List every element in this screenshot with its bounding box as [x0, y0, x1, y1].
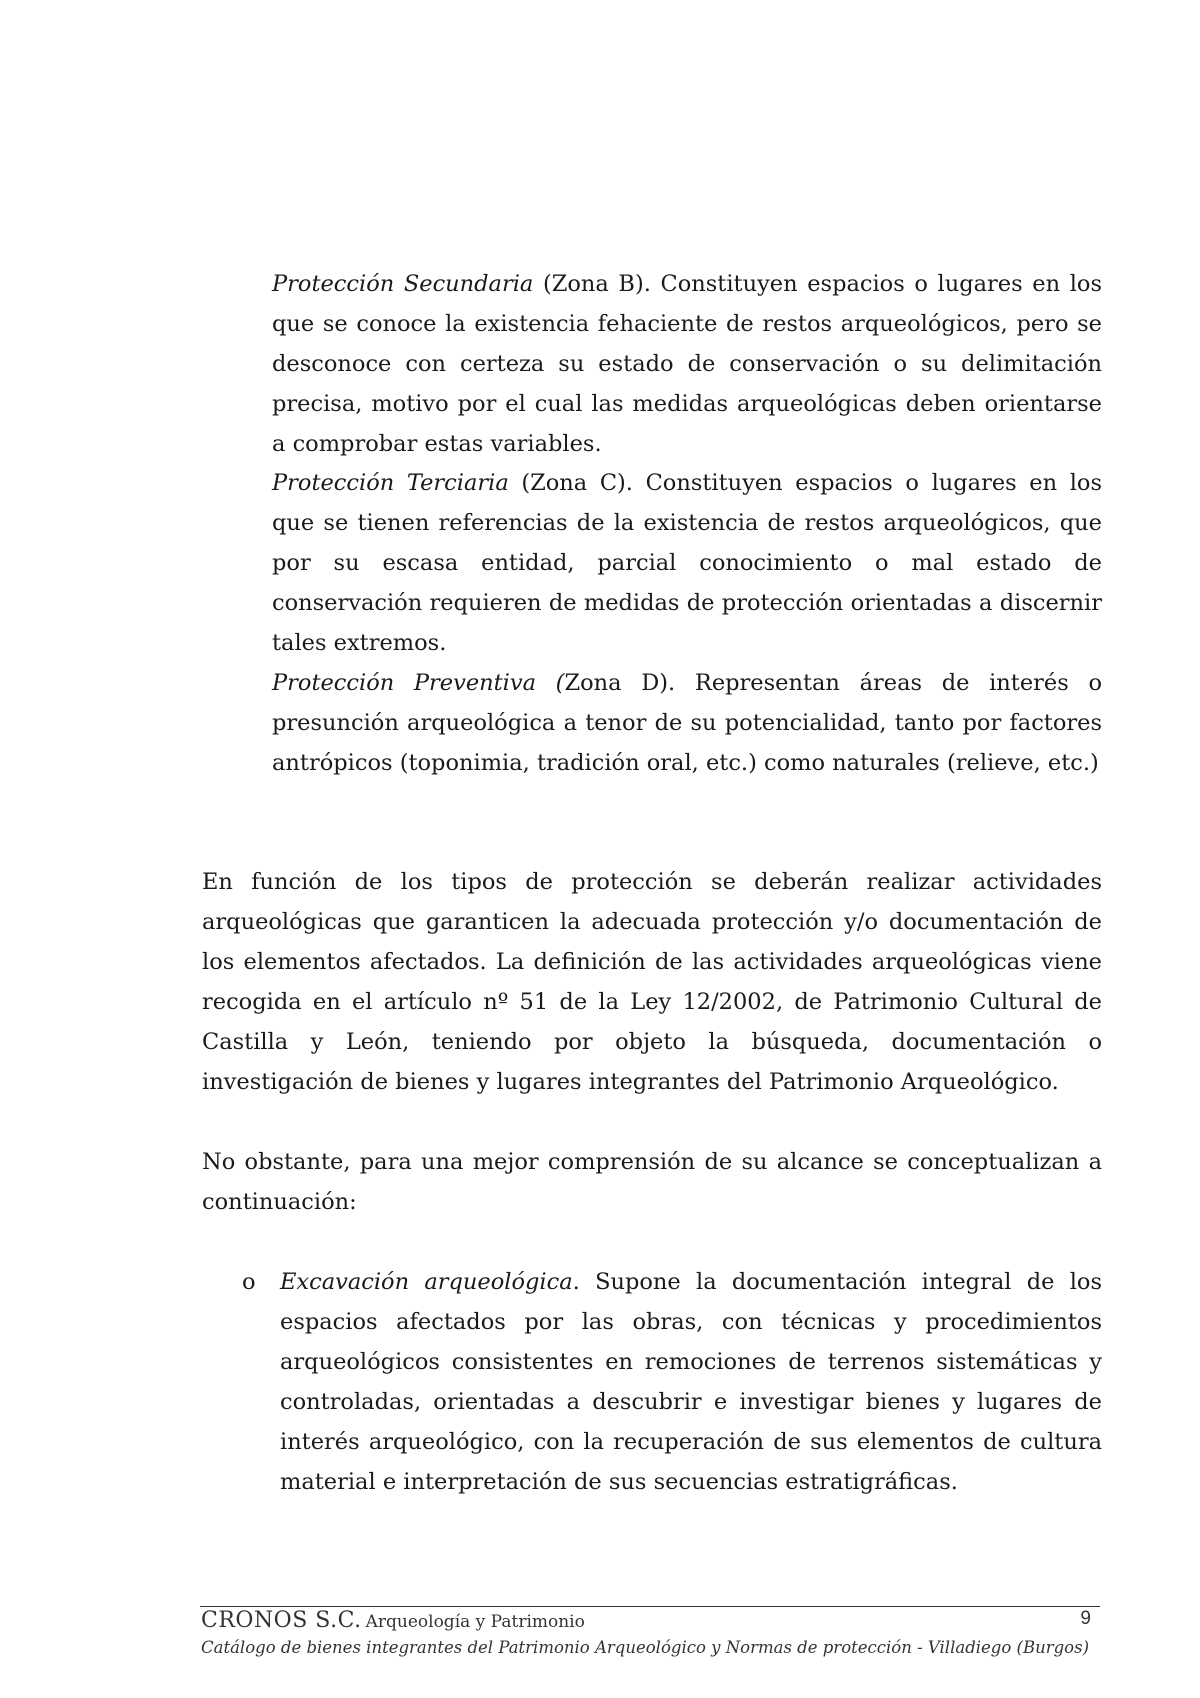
paragraph-text: (Zona C). Constituyen espacios o lugares en los que se tienen referencias de la existencia de restos arqueológicos, que por su escasa entidad, parcial conocimiento o mal estado de conservación requieren de medidas de protección orientadas a discernir tales extremos. [272, 470, 1102, 656]
term-excavacion-arqueologica: Excavación arqueológica [280, 1269, 573, 1295]
footer-brand-subtitle: Arqueología y Patrimonio [365, 1612, 585, 1632]
list-item-excavacion [280, 1262, 1102, 1502]
footer-brand-line [201, 1608, 1101, 1634]
term-proteccion-secundaria: Protección Secundaria [272, 271, 534, 297]
paragraph-actividades-arqueologicas: En función de los tipos de protección se deberán realizar actividades arqueológicas que garanticen la adecuada protección y/o documentación de los elementos afectados. La definición de las actividades arqueológicas viene recogida en el artículo nº 51 de la Ley 12/2002, de Patrimonio Cultural de Castilla y León, teniendo por objeto la búsqueda, documentación o investigación de bienes y lugares integrantes del Patrimonio Arqueológico. [202, 869, 1102, 1095]
paragraph-proteccion-preventiva [272, 663, 1102, 783]
paragraph-no-obstante: No obstante, para una mejor comprensión de su alcance se conceptualizan a continuación: [202, 1149, 1102, 1215]
page-number: 9 [1080, 1608, 1091, 1629]
footer-brand: CRONOS S.C. [201, 1608, 362, 1633]
paragraph-text: Zona D). Representan áreas de interés o presunción arqueológica a tenor de su potencialidad, tanto por factores antrópicos (toponimia, tradición oral, etc.) como naturales (relieve, etc.) [272, 670, 1102, 776]
footer-document-title: Catálogo de bienes integrantes del Patrimonio Arqueológico y Normas de protección - Villadiego (Burgos) [201, 1638, 1090, 1657]
list-item-text: . Supone la documentación integral de los espacios afectados por las obras, con técnicas y procedimientos arqueológicos consistentes en remociones de terrenos sistemáticas y controladas, orientadas a descubrir e investigar bienes y lugares de interés arqueológico, con la recuperación de sus elementos de cultura material e interpretación de sus secuencias estratigráficas. [280, 1269, 1102, 1495]
list-bullet-marker: o [242, 1269, 256, 1295]
paragraph-text: (Zona B). Constituyen espacios o lugares en los que se conoce la existencia fehaciente de restos arqueológicos, pero se desconoce con certeza su estado de conservación o su delimitación precisa, motivo por el cual las medidas arqueológicas deben orientarse a comprobar estas variables. [272, 271, 1102, 457]
term-proteccion-preventiva: Protección Preventiva ( [272, 670, 565, 696]
footer-divider [200, 1606, 1100, 1607]
term-proteccion-terciaria: Protección Terciaria [272, 470, 509, 496]
paragraph-proteccion-secundaria [272, 264, 1102, 464]
paragraph-proteccion-terciaria [272, 463, 1102, 663]
